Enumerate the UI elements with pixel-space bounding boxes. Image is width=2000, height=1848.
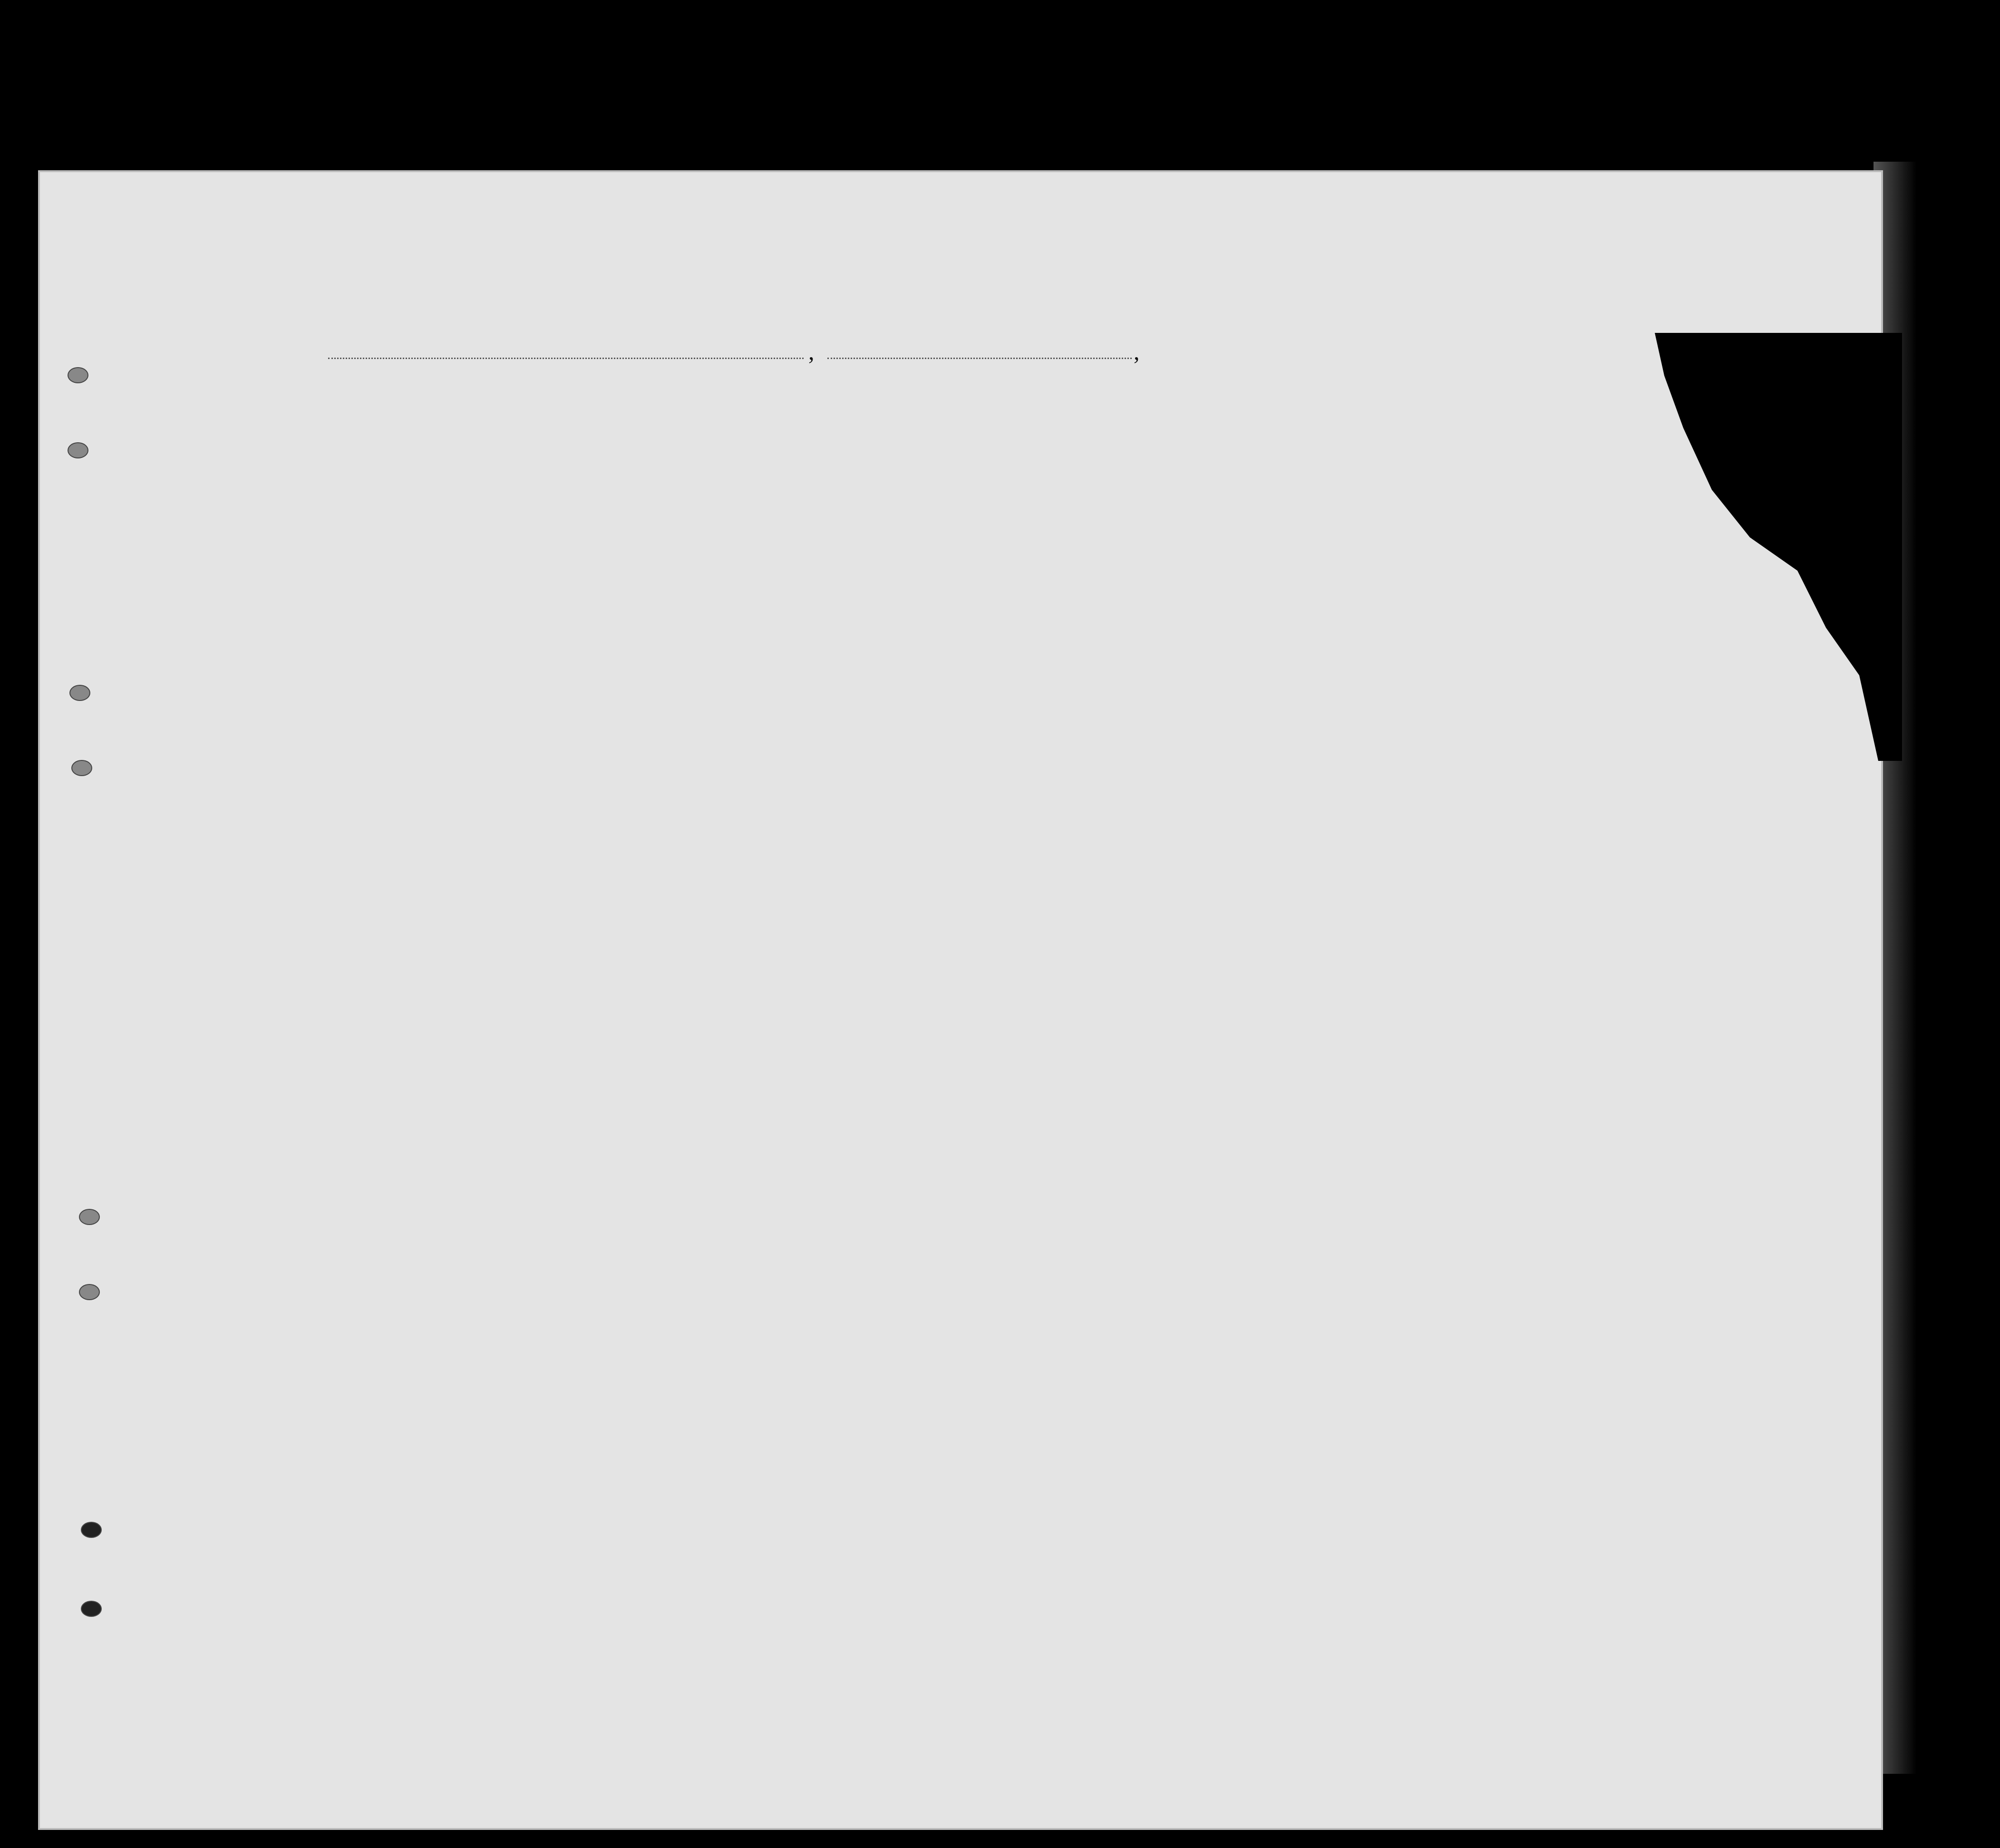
col24-return bbox=[1081, 423, 1119, 528]
col28-header bbox=[1308, 417, 1354, 529]
col33-feet bbox=[1551, 490, 1570, 523]
col27-header bbox=[1281, 418, 1305, 528]
col30-header bbox=[1390, 417, 1433, 529]
comma: , bbox=[1134, 338, 1140, 365]
col24-length bbox=[1123, 423, 1185, 528]
torn-corner bbox=[1655, 333, 1902, 761]
comma: , bbox=[808, 338, 815, 365]
col25-header bbox=[1222, 418, 1250, 528]
col19-header bbox=[557, 415, 586, 529]
col29-header bbox=[1357, 417, 1387, 529]
col21-header bbox=[668, 415, 691, 529]
col24-citizen bbox=[1189, 423, 1217, 528]
col33-inches bbox=[1573, 490, 1592, 528]
col26-header bbox=[1253, 418, 1278, 528]
